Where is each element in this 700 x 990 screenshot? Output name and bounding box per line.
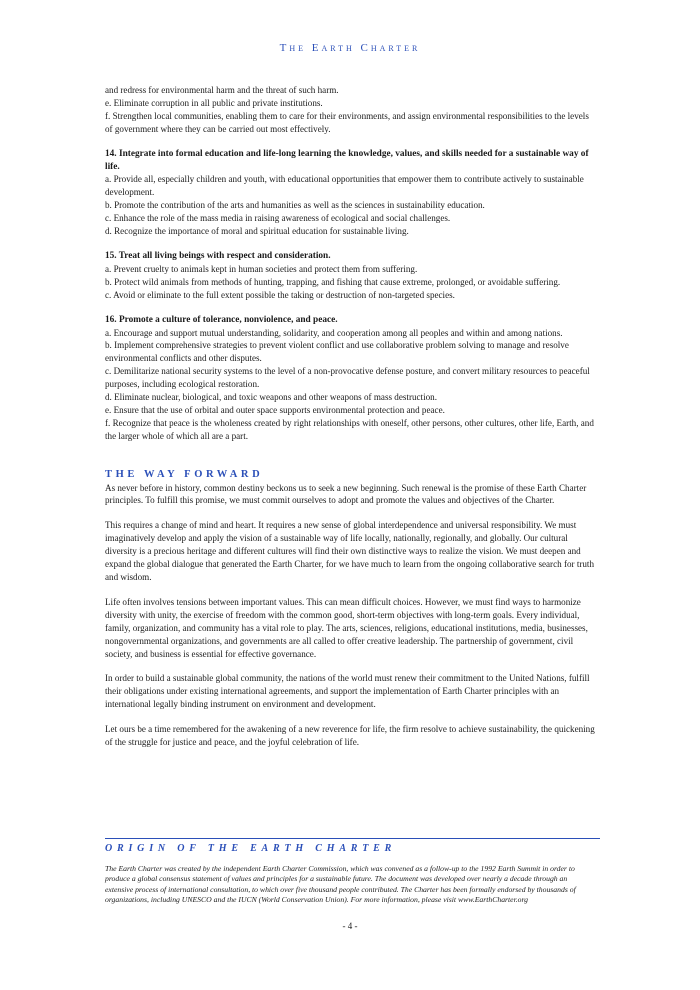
principle-item: c. Enhance the role of the mass media in raising awareness of ecological and social challenges. <box>105 213 451 224</box>
origin-heading: ORIGIN OF THE EARTH CHARTER <box>105 843 397 854</box>
principle-heading-15: 15. Treat all living beings with respect and consideration. <box>105 250 331 261</box>
principle-item: b. Promote the contribution of the arts and humanities as well as the sciences in sustainability education. <box>105 200 485 211</box>
principle-item: d. Eliminate nuclear, biological, and toxic weapons and other weapons of mass destruction. <box>105 392 437 403</box>
continuation-line: e. Eliminate corruption in all public and private institutions. <box>105 97 323 108</box>
principle-item: a. Prevent cruelty to animals kept in human societies and protect them from suffering. <box>105 263 418 274</box>
body-paragraph: Life often involves tensions between important values. This can mean difficult choices. However, we must find ways to harmonize diversity with unity, the exercise of freedom with the common good, short-term objectives with long-term goals. Every individual, family, organization, and community has a vital role to play. The arts, sciences, religions, educational institutions, media, businesses, nongovernmental organizations, and governments are all called to offer creative leadership. The partnership of government, civil society, and business is essential for effective governance. <box>105 596 588 659</box>
principle-item: a. Provide all, especially children and youth, with educational opportunities that empower them to contribute actively to sustainable development. <box>105 174 584 198</box>
body-paragraph: As never before in history, common destiny beckons us to seek a new beginning. Such renewal is the promise of these Earth Charter principles. To fulfill this promise, we must commit ourselves to adopt and promote the values and objectives of the Charter. <box>105 482 587 506</box>
principle-item: e. Ensure that the use of orbital and outer space supports environmental protection and peace. <box>105 404 445 415</box>
section-heading-way-forward: THE WAY FORWARD <box>105 468 264 480</box>
body-paragraph: In order to build a sustainable global community, the nations of the world must renew their commitment to the United Nations, fulfill their obligations under existing international agreements, and support the implementation of Earth Charter principles with an international legally binding instrument on environment and development. <box>105 673 590 710</box>
body-paragraph: This requires a change of mind and heart. It requires a new sense of global interdependence and universal responsibility. We must imaginatively develop and apply the vision of a sustainable way of life locally, nationally, regionally, and globally. Our cultural diversity is a precious heritage and different cultures will find their own distinctive ways to realize the vision. We must deepen and expand the global dialogue that generated the Earth Charter, for we have much to learn from the ongoing collaborative search for truth and wisdom. <box>105 520 594 582</box>
principle-item: b. Implement comprehensive strategies to prevent violent conflict and use collaborative problem solving to manage and resolve environmental conflicts and other disputes. <box>105 340 569 364</box>
principle-heading-14: 14. Integrate into formal education and life-long learning the knowledge, values, and skills needed for a sustainable way of life. <box>105 148 589 172</box>
principle-item: b. Protect wild animals from methods of hunting, trapping, and fishing that cause extreme, prolonged, or avoidable suffering. <box>105 276 561 287</box>
principle-item: c. Avoid or eliminate to the full extent possible the taking or destruction of non-targeted species. <box>105 289 455 300</box>
principle-item: c. Demilitarize national security systems to the level of a non-provocative defense posture, and convert military resources to peaceful purposes, including ecological restoration. <box>105 366 590 390</box>
page-header: The Earth Charter <box>279 42 421 54</box>
page-number: - 4 - <box>342 921 358 931</box>
continuation-line: f. Strengthen local communities, enabling them to care for their environments, and assign environmental responsibilities to the levels of government where they can be carried out most effectively. <box>105 110 589 134</box>
divider-rule <box>105 838 600 839</box>
principle-item: f. Recognize that peace is the wholeness created by right relationships with oneself, other persons, other cultures, other life, Earth, and the larger whole of which all are a part. <box>105 417 594 441</box>
continuation-line: and redress for environmental harm and the threat of such harm. <box>105 85 339 95</box>
origin-text: The Earth Charter was created by the independent Earth Charter Commission, which was convened as a follow-up to the 1992 Earth Summit in order to produce a global consensus statement of values and principles for a sustainable future. The document was developed over nearly a decade through an extensive process of international consultation, to which over five thousand people contributed. The Charter has been formally endorsed by thousands of organizations, including UNESCO and the IUCN (World Conservation Union). For more information, please visit www.EarthCharter.org <box>105 863 576 905</box>
principle-heading-16: 16. Promote a culture of tolerance, nonviolence, and peace. <box>105 314 338 325</box>
main-content <box>105 84 597 749</box>
principle-item: a. Encourage and support mutual understanding, solidarity, and cooperation among all peoples and within and among nations. <box>105 327 563 338</box>
body-paragraph: Let ours be a time remembered for the awakening of a new reverence for life, the firm resolve to achieve sustainability, the quickening of the struggle for justice and peace, and the joyful celebration of life. <box>105 724 595 748</box>
principle-item: d. Recognize the importance of moral and spiritual education for sustainable living. <box>105 226 409 237</box>
